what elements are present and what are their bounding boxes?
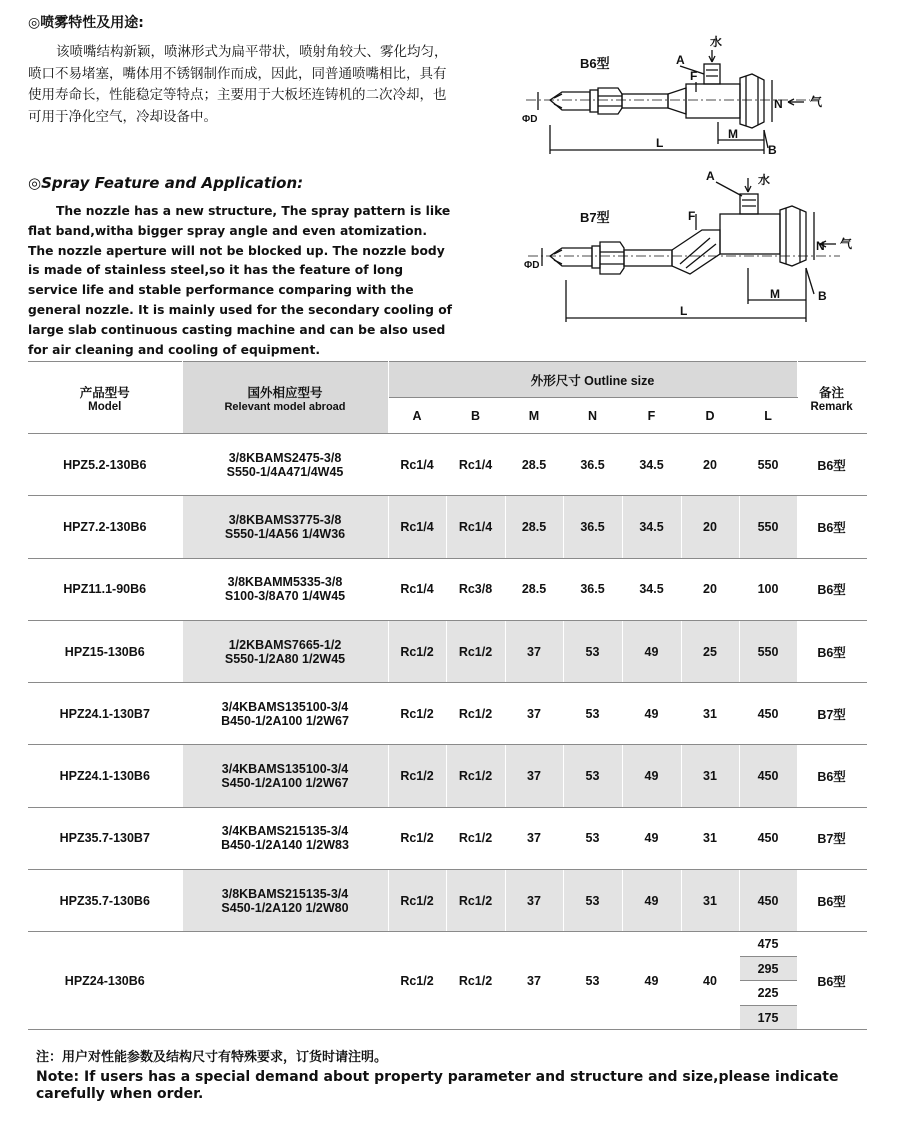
b6-end-hex	[740, 74, 764, 128]
section-title-cn: ◎喷雾特性及用途:	[28, 15, 144, 31]
cell-d: 20	[681, 558, 739, 620]
l-value: 175	[740, 1005, 797, 1029]
cell-d: 20	[681, 496, 739, 558]
cell-l: 100	[739, 558, 797, 620]
cell-a: Rc1/2	[388, 870, 446, 932]
abroad-line-1: 3/8KBAMS2475-3/8	[228, 450, 342, 465]
cell-l-multi	[739, 932, 797, 1030]
cell-model: HPZ15-130B6	[28, 620, 182, 682]
cell-n: 36.5	[563, 558, 622, 620]
header-remark	[797, 362, 866, 434]
spec-table	[28, 361, 867, 1030]
b7-label-air: 气	[840, 237, 853, 251]
b7-body	[720, 214, 780, 254]
b7-hex-nut	[600, 242, 624, 274]
b6-title: B6型	[580, 56, 610, 71]
header-col-b: B	[446, 398, 505, 434]
cell-l: 450	[739, 683, 797, 745]
cell-remark: B6型	[797, 434, 866, 496]
cell-f: 49	[622, 683, 681, 745]
note-cn: 注：用户对性能参数及结构尺寸有特殊要求，订货时请注明。	[36, 1050, 388, 1065]
abroad-line-2: S550-1/4A471/4W45	[226, 464, 344, 479]
cell-a: Rc1/4	[388, 558, 446, 620]
b7-angled-body	[672, 230, 720, 274]
cell-l: 550	[739, 620, 797, 682]
abroad-line-2: S550-1/4A56 1/4W36	[224, 526, 346, 541]
cell-abroad	[182, 870, 388, 932]
cell-d: 31	[681, 807, 739, 869]
b7-end-hex	[780, 206, 806, 266]
abroad-line-1: 3/8KBAMS215135-3/4	[221, 886, 349, 901]
cell-remark: B6型	[797, 620, 866, 682]
cell-model: HPZ7.2-130B6	[28, 496, 182, 558]
header-model-en: Model	[88, 400, 122, 413]
cell-m: 37	[505, 620, 563, 682]
b7-water-inlet	[740, 194, 758, 214]
cell-n: 53	[563, 683, 622, 745]
cell-m: 37	[505, 807, 563, 869]
abroad-line-2: S100-3/8A70 1/4W45	[224, 589, 346, 604]
b7-label-b: B	[818, 289, 827, 303]
header-model-cn: 产品型号	[79, 385, 130, 400]
b6-pipe	[622, 94, 668, 108]
cell-b: Rc1/2	[446, 870, 505, 932]
b6-label-water: 水	[710, 35, 723, 49]
cell-model: HPZ35.7-130B7	[28, 807, 182, 869]
cell-remark: B6型	[797, 932, 866, 1030]
b6-tip	[550, 92, 590, 110]
cell-model: HPZ24.1-130B7	[28, 683, 182, 745]
table-row-last	[28, 932, 866, 1030]
b7-title: B7型	[580, 210, 610, 225]
cell-d: 40	[681, 932, 739, 1030]
section-body-cn: 该喷嘴结构新颖，喷淋形式为扁平带状，喷射角较大、雾化均匀，喷口不易堵塞，嘴体用不锈钢制作而成，因此，同普通喷嘴相比，具有使用寿命长，性能稳定等特点；主要用于大板坯连铸机的二次冷却，也可用于净化空气，冷却设备中。	[28, 44, 448, 125]
b7-label-a: A	[706, 169, 715, 183]
cell-remark: B6型	[797, 870, 866, 932]
b6-label-l: L	[656, 136, 664, 150]
table-row	[28, 620, 866, 682]
cell-n: 53	[563, 870, 622, 932]
cell-a: Rc1/2	[388, 807, 446, 869]
b6-label-b: B	[768, 143, 777, 157]
cell-remark: B6型	[797, 496, 866, 558]
cell-remark: B6型	[797, 745, 866, 807]
cell-abroad	[182, 434, 388, 496]
abroad-line-1: 3/4KBAMS135100-3/4	[221, 699, 349, 714]
header-abroad-en: Relevant model abroad	[224, 400, 346, 413]
table-row	[28, 558, 866, 620]
cell-l: 450	[739, 807, 797, 869]
cell-l: 450	[739, 745, 797, 807]
l-value: 225	[740, 981, 797, 1006]
table-row	[28, 745, 866, 807]
cell-m: 37	[505, 683, 563, 745]
l-value: 475	[740, 932, 797, 956]
cell-l: 550	[739, 496, 797, 558]
cell-a: Rc1/4	[388, 434, 446, 496]
cell-m: 28.5	[505, 558, 563, 620]
cell-f: 34.5	[622, 558, 681, 620]
cell-d: 31	[681, 870, 739, 932]
cell-model: HPZ35.7-130B6	[28, 870, 182, 932]
cell-abroad	[182, 745, 388, 807]
table-row	[28, 807, 866, 869]
cell-abroad	[182, 558, 388, 620]
abroad-line-1: 1/2KBAMS7665-1/2	[228, 637, 342, 652]
table-row	[28, 434, 866, 496]
header-abroad-cn: 国外相应型号	[247, 385, 323, 400]
l-values-list	[740, 932, 797, 1029]
cell-a: Rc1/2	[388, 620, 446, 682]
b6-nozzle-diagram	[520, 30, 850, 165]
cell-abroad	[182, 620, 388, 682]
cell-n: 36.5	[563, 496, 622, 558]
b7-tip	[550, 248, 592, 266]
cell-m: 37	[505, 932, 563, 1030]
section-body-en: The nozzle has a new structure, The spray pattern is like flat band,witha bigger spray angle and even atomization. The nozzle aperture will not be blocked up. The nozzle body is made of stainless steel,so it has the feature of long service life and stable performance comparing with the general nozzle. It is mainly used for the secondary cooling of large slab continuous casting machine and can be also used for air cleaning and cooling of equipment.	[28, 204, 453, 357]
cell-model: HPZ24.1-130B6	[28, 745, 182, 807]
b7-label-water: 水	[758, 173, 771, 187]
cell-f: 49	[622, 745, 681, 807]
cell-b: Rc3/8	[446, 558, 505, 620]
cell-l: 450	[739, 870, 797, 932]
b7-pipe	[624, 250, 672, 266]
cell-f: 34.5	[622, 434, 681, 496]
abroad-line-1: 3/4KBAMS135100-3/4	[221, 762, 349, 777]
cell-m: 28.5	[505, 496, 563, 558]
b7-label-l: L	[680, 304, 688, 318]
cell-m: 28.5	[505, 434, 563, 496]
cell-abroad	[182, 683, 388, 745]
abroad-line-2: S450-1/2A100 1/2W67	[221, 776, 349, 791]
cell-f: 49	[622, 870, 681, 932]
table-row	[28, 683, 866, 745]
section-title-en: ◎Spray Feature and Application:	[28, 174, 304, 192]
b7-label-n: N	[816, 239, 825, 253]
header-model	[28, 362, 182, 434]
cell-abroad	[182, 932, 388, 1030]
cell-n: 53	[563, 745, 622, 807]
abroad-line-2: B450-1/2A100 1/2W67	[221, 713, 349, 728]
cell-m: 37	[505, 870, 563, 932]
cell-b: Rc1/2	[446, 932, 505, 1030]
cell-d: 25	[681, 620, 739, 682]
cell-remark: B7型	[797, 807, 866, 869]
cell-n: 36.5	[563, 434, 622, 496]
cell-f: 49	[622, 620, 681, 682]
b6-label-n: N	[774, 97, 783, 111]
abroad-line-1: 3/4KBAMS215135-3/4	[221, 824, 349, 839]
abroad-line-2: S550-1/2A80 1/2W45	[224, 651, 346, 666]
abroad-line-1: 3/8KBAMS3775-3/8	[228, 512, 342, 527]
table-row	[28, 496, 866, 558]
header-col-f: F	[622, 398, 681, 434]
cell-n: 53	[563, 807, 622, 869]
header-col-a: A	[388, 398, 446, 434]
cell-d: 31	[681, 683, 739, 745]
cell-f: 49	[622, 807, 681, 869]
cell-abroad	[182, 807, 388, 869]
header-remark-cn: 备注	[819, 385, 845, 400]
cell-n: 53	[563, 620, 622, 682]
cell-b: Rc1/2	[446, 807, 505, 869]
header-remark-en: Remark	[810, 400, 853, 413]
table-row	[28, 870, 866, 932]
cell-model: HPZ24-130B6	[28, 932, 182, 1030]
cell-m: 37	[505, 745, 563, 807]
header-col-l: L	[739, 398, 797, 434]
b6-label-a: A	[676, 53, 685, 67]
cell-a: Rc1/2	[388, 683, 446, 745]
cell-abroad	[182, 496, 388, 558]
header-col-m: M	[505, 398, 563, 434]
b6-hex-nut	[598, 88, 622, 114]
cell-b: Rc1/4	[446, 496, 505, 558]
cell-b: Rc1/2	[446, 745, 505, 807]
cell-b: Rc1/2	[446, 620, 505, 682]
note-en: Note: If users has a special demand about property parameter and structure and size,please indicate carefully when order.	[36, 1069, 839, 1102]
cell-b: Rc1/4	[446, 434, 505, 496]
cell-d: 31	[681, 745, 739, 807]
abroad-line-2: B450-1/2A140 1/2W83	[221, 838, 349, 853]
cell-model: HPZ5.2-130B6	[28, 434, 182, 496]
cell-a: Rc1/4	[388, 496, 446, 558]
cell-remark: B7型	[797, 683, 866, 745]
cell-n: 53	[563, 932, 622, 1030]
cell-f: 34.5	[622, 496, 681, 558]
b6-collar	[590, 90, 598, 112]
header-outline: 外形尺寸 Outline size	[388, 362, 797, 398]
b6-label-f: F	[690, 69, 698, 83]
b7-label-d: ΦD	[524, 260, 540, 271]
header-col-d: D	[681, 398, 739, 434]
cell-a: Rc1/2	[388, 932, 446, 1030]
cell-a: Rc1/2	[388, 745, 446, 807]
l-value: 295	[740, 956, 797, 981]
b6-label-d: ΦD	[522, 114, 538, 125]
b6-label-m: M	[728, 127, 738, 141]
header-col-n: N	[563, 398, 622, 434]
cell-d: 20	[681, 434, 739, 496]
abroad-line-2: S450-1/2A120 1/2W80	[221, 900, 349, 915]
cell-f: 49	[622, 932, 681, 1030]
b7-label-f: F	[688, 209, 696, 223]
b7-nozzle-diagram	[520, 168, 853, 326]
cell-remark: B6型	[797, 558, 866, 620]
cell-l: 550	[739, 434, 797, 496]
b6-water-inlet	[704, 64, 720, 84]
b6-label-air: 气	[810, 95, 823, 109]
b7-collar	[592, 246, 600, 268]
b7-label-m: M	[770, 287, 780, 301]
cell-model: HPZ11.1-90B6	[28, 558, 182, 620]
header-abroad	[182, 362, 388, 434]
b6-body	[686, 84, 740, 118]
abroad-line-1: 3/8KBAMM5335-3/8	[227, 575, 343, 590]
cell-b: Rc1/2	[446, 683, 505, 745]
